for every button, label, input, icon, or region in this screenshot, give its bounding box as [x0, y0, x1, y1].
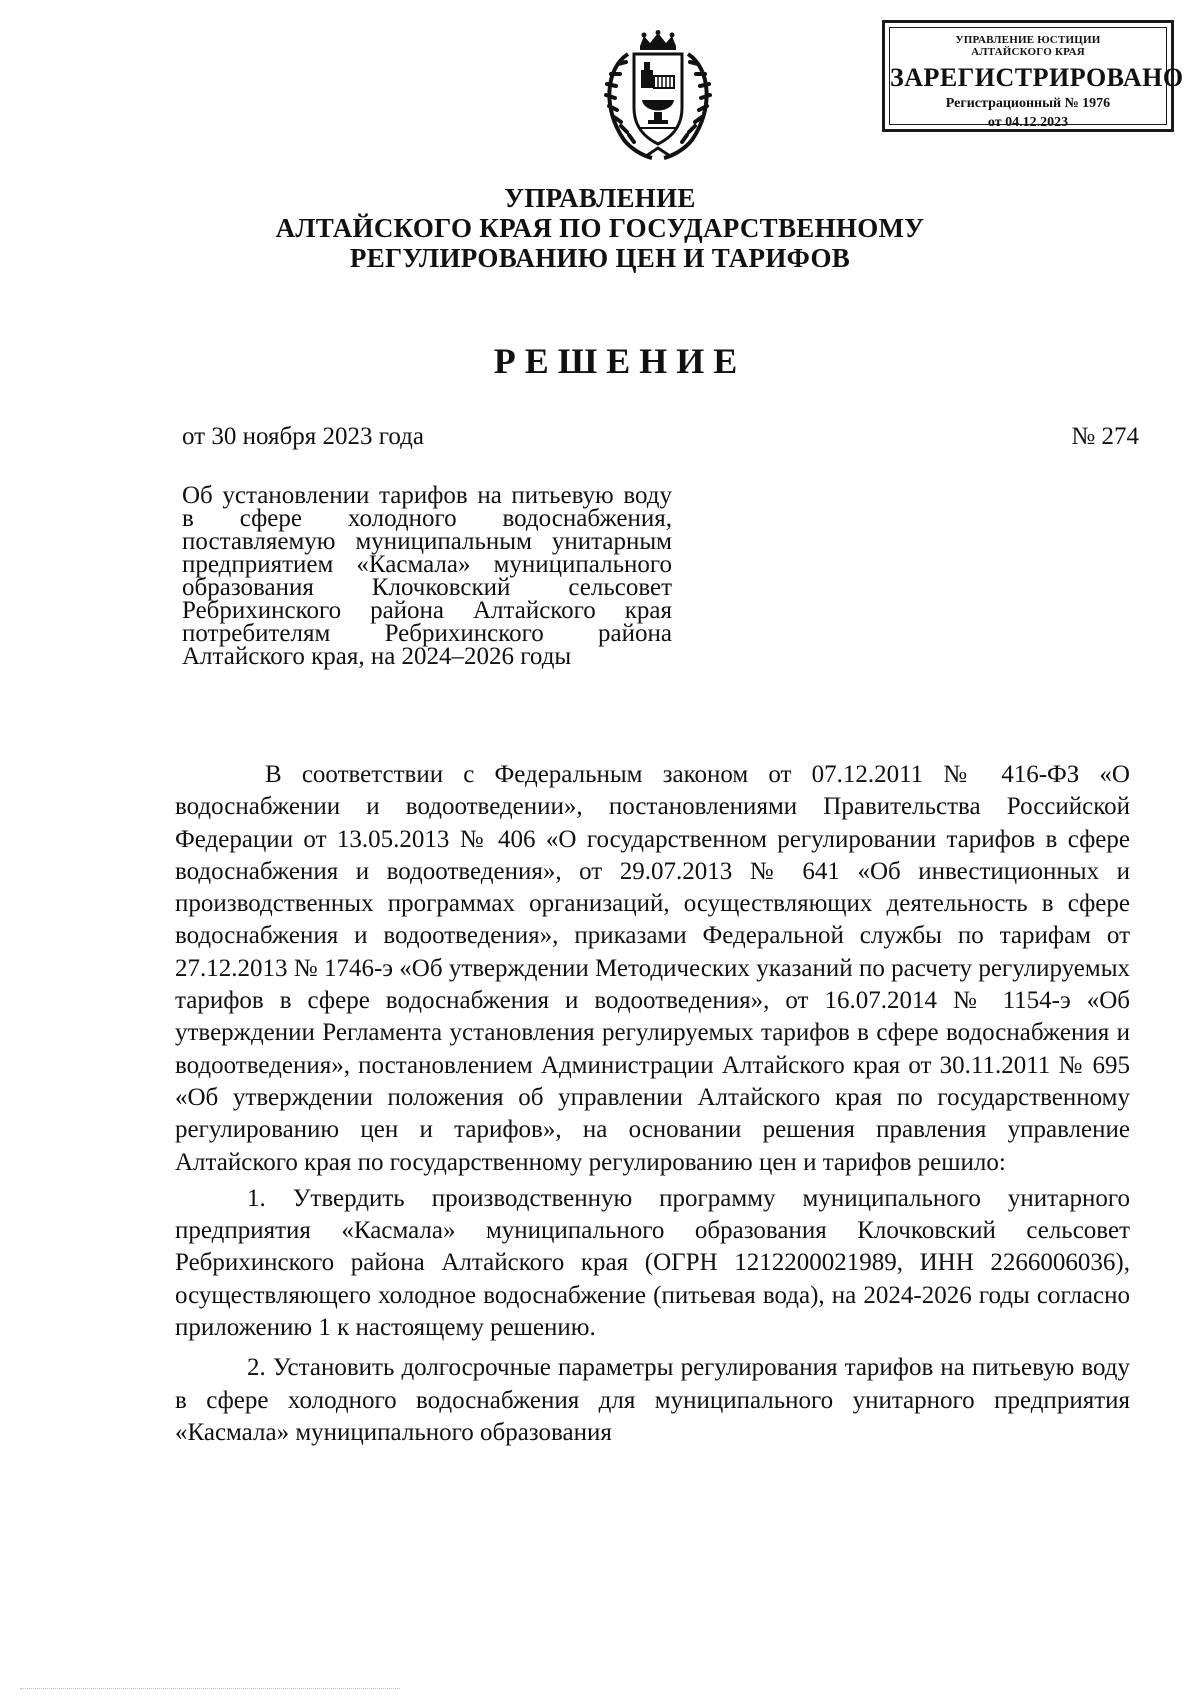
stamp-registration-date: от 04.12.2023: [987, 115, 1069, 130]
document-subject: Об установлении тарифов на питьевую воду в сфере холодного водоснабжения, поставляемую муниципальным унитарным предприятием «Касмала» муниципального образования Клочковский сельсовет Ребрихинского района Алтайского края потребителям Ребрихинского района Алтайского края, на 2024–2026 годы: [182, 482, 672, 670]
stamp-inner-frame: [889, 27, 1184, 130]
issuing-authority-header: [0, 183, 1200, 273]
stamp-org-line2: АЛТАЙСКОГО КРАЯ: [971, 46, 1085, 58]
registration-stamp: [882, 20, 1184, 132]
scan-artifact-divider: [20, 1688, 400, 1690]
document-title: РЕШЕНИЕ: [493, 341, 747, 381]
header-line2: АЛТАЙСКОГО КРАЯ ПО ГОСУДАРСТВЕННОМУ: [275, 213, 925, 243]
header-line1: УПРАВЛЕНИЕ: [504, 183, 696, 213]
header-line3: РЕГУЛИРОВАНИЮ ЦЕН И ТАРИФОВ: [349, 243, 851, 273]
stamp-registration-number: Регистрационный № 1976: [945, 96, 1111, 111]
altai-krai-coat-of-arms-icon: [588, 30, 728, 162]
document-body: [175, 759, 1130, 1449]
decision-item-2: 2. Установить долгосрочные параметры регулирования тарифов на питьевую воду в сфере холодного водоснабжения для муниципального унитарного предприятия «Касмала» муниципального образования: [175, 1354, 1130, 1446]
preamble-paragraph: В соответствии с Федеральным законом от 07.12.2011 № 416-ФЗ «О водоснабжении и водоотведении», постановлениями Правительства Российской Федерации от 13.05.2013 № 406 «О государственном регулировании тарифов в сфере водоснабжения и водоотведения», от 29.07.2013 № 641 «Об инвестиционных и производственных программах организаций, осуществляющих деятельность в сфере водоснабжения и водоотведения», приказами Федеральной службы по тарифам от 27.12.2013 № 1746-э «Об утверждении Методических указаний по расчету регулируемых тарифов в сфере водоснабжения и водоотведения», от 16.07.2014 № 1154-э «Об утверждении Регламента установления регулируемых тарифов в сфере водоснабжения и водоотведения», постановлением Администрации Алтайского края от 30.11.2011 № 695 «Об утверждении положения об управлении Алтайского края по государственному регулированию цен и тарифов», на основании решения правления управление Алтайского края по государственному регулированию цен и тарифов решило:: [175, 761, 1130, 1176]
document-date: от 30 ноября 2023 года: [182, 423, 424, 450]
stamp-status: ЗАРЕГИСТРИРОВАНО: [890, 63, 1184, 92]
decision-item-1: 1. Утвердить производственную программу муниципального унитарного предприятия «Касмала» муниципального образования Клочковский сельсовет Ребрихинского района Алтайского края (ОГРН 1212200021989, ИНН 2266006036), осуществляющего холодное водоснабжение (питьевая вода), на 2024-2026 годы согласно приложению 1 к настоящему решению.: [175, 1184, 1130, 1342]
stamp-org-line1: УПРАВЛЕНИЕ ЮСТИЦИИ: [955, 34, 1101, 46]
document-number: № 274: [1071, 423, 1139, 450]
stamp-organization: [890, 34, 1166, 58]
